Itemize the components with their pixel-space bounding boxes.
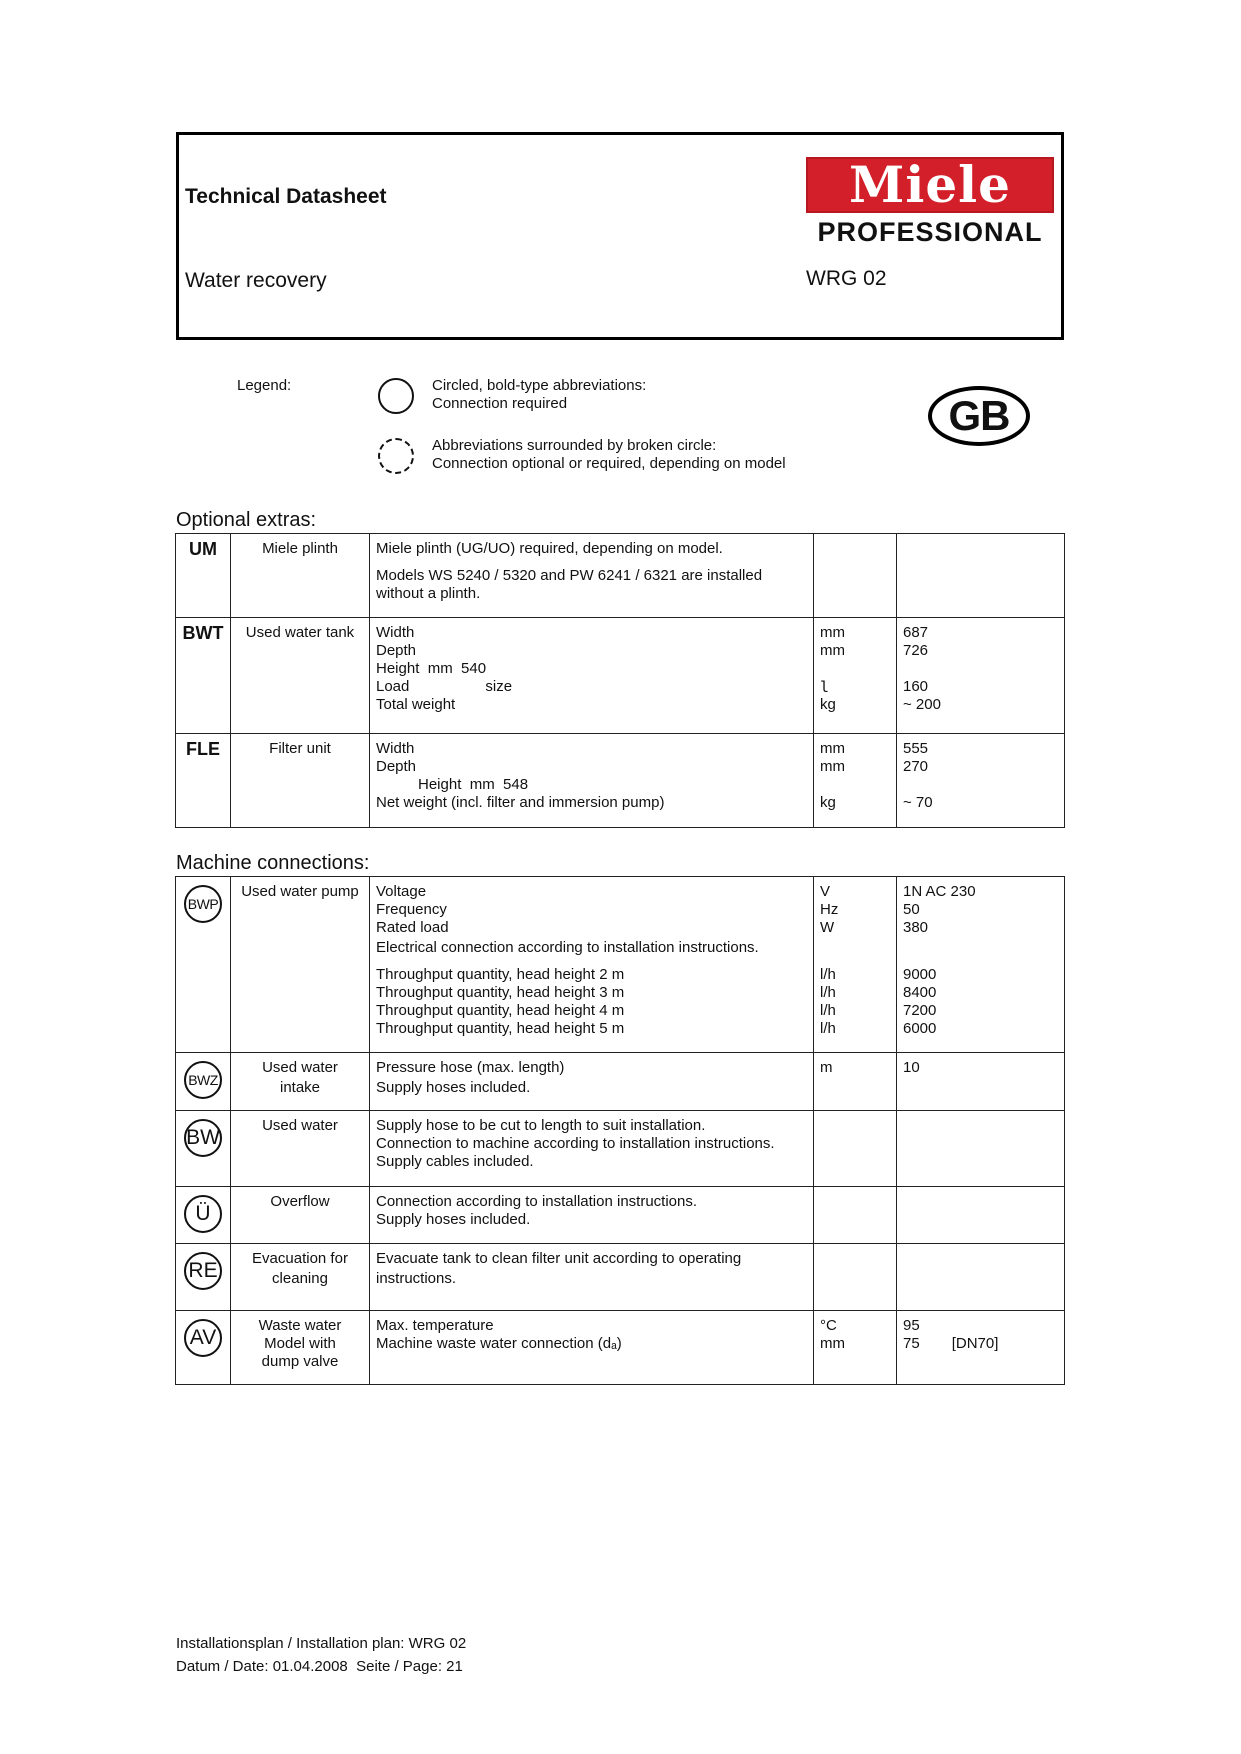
desc-line: Miele plinth (UG/UO) required, depending on model. <box>376 540 723 557</box>
legend-solid-text <box>432 377 646 413</box>
desc-fragment: Load <box>376 678 410 695</box>
desc-line: instructions. <box>376 1270 457 1287</box>
table-row <box>176 1053 1065 1111</box>
name-line: Used water <box>262 1059 338 1076</box>
value-line: 555 <box>903 740 929 757</box>
unit-line: °C <box>820 1317 837 1334</box>
desc-line: Electrical connection according to installation instructions. <box>376 939 759 956</box>
item-units <box>814 877 897 1053</box>
desc-line: Supply hoses included. <box>376 1079 531 1096</box>
machine-connections-title: Machine connections: <box>176 852 370 874</box>
desc-line: Models WS 5240 / 5320 and PW 6241 / 6321 are installed <box>376 567 763 584</box>
value-line: 160 <box>903 678 929 695</box>
value-line: 6000 <box>903 1020 937 1037</box>
abbr-bw <box>176 1111 231 1187</box>
unit-line: V <box>820 883 831 900</box>
value-line: 8400 <box>903 984 937 1001</box>
unit-line: W <box>820 919 835 936</box>
document-title: Technical Datasheet <box>185 185 387 208</box>
unit-line: mm <box>820 642 845 659</box>
country-badge: GB <box>928 386 1030 446</box>
table-row <box>176 734 1065 828</box>
item-description <box>370 534 814 618</box>
value-line: 7200 <box>903 1002 937 1019</box>
unit-line: l <box>820 678 830 696</box>
value-line: 687 <box>903 624 929 641</box>
unit-line: Hz <box>820 901 839 918</box>
desc-line: Height mm 548 <box>418 776 529 793</box>
desc-line: Width <box>376 740 415 757</box>
bwp-circle-icon: BWP <box>184 885 222 923</box>
abbr-re <box>176 1244 231 1311</box>
unit-line: m <box>820 1059 833 1076</box>
value-line: ~ 200 <box>903 696 941 713</box>
item-name <box>231 1244 370 1311</box>
unit-line: mm <box>820 624 845 641</box>
desc-line <box>376 678 807 696</box>
value-line: 270 <box>903 758 929 775</box>
value-line: 726 <box>903 642 929 659</box>
item-description <box>370 1111 814 1187</box>
unit-line: l/h <box>820 1002 836 1019</box>
name-line: Waste water <box>258 1317 342 1334</box>
item-name: Used water pump <box>231 877 370 1053</box>
desc-line: Depth <box>376 642 417 659</box>
unit-line: l/h <box>820 1020 836 1037</box>
table-row <box>176 1311 1065 1385</box>
desc-line: Connection according to installation instructions. <box>376 1193 698 1210</box>
value-line: 10 <box>903 1059 920 1076</box>
abbr-um: UM <box>176 534 231 618</box>
value-line: 9000 <box>903 966 937 983</box>
desc-line: Supply hoses included. <box>376 1211 531 1228</box>
legend-solid-line2: Connection required <box>432 395 568 412</box>
legend-label: Legend: <box>237 377 292 394</box>
item-name: Used water <box>231 1111 370 1187</box>
value-line: 1N AC 230 <box>903 883 976 900</box>
unit-line: mm <box>820 758 845 775</box>
abbr-av <box>176 1311 231 1385</box>
value-line: ~ 70 <box>903 794 933 811</box>
item-description <box>370 1187 814 1244</box>
item-values <box>897 1053 1065 1111</box>
document-subtitle: Water recovery <box>185 269 327 292</box>
item-values <box>897 1111 1065 1187</box>
desc-line: Throughput quantity, head height 3 m <box>376 984 625 1001</box>
desc-line: Rated load <box>376 919 449 936</box>
abbr-fle: FLE <box>176 734 231 828</box>
model-code: WRG 02 <box>806 267 887 290</box>
item-description <box>370 1244 814 1311</box>
name-line: dump valve <box>261 1353 339 1370</box>
item-name <box>231 1311 370 1385</box>
name-line: intake <box>279 1079 321 1096</box>
table-row <box>176 877 1065 1053</box>
desc-line: Throughput quantity, head height 4 m <box>376 1002 625 1019</box>
desc-line: Throughput quantity, head height 2 m <box>376 966 625 983</box>
item-units <box>814 1244 897 1311</box>
table-row <box>176 1111 1065 1187</box>
unit-line: mm <box>820 740 845 757</box>
value-line: 50 <box>903 901 920 918</box>
dashed-circle-icon <box>378 438 414 474</box>
header-box <box>176 132 1064 340</box>
value-fragment: 75 <box>903 1335 920 1352</box>
desc-line: Voltage <box>376 883 427 900</box>
item-units <box>814 1053 897 1111</box>
desc-line: Pressure hose (max. length) <box>376 1059 565 1076</box>
desc-line: Depth <box>376 758 417 775</box>
item-name <box>231 1053 370 1111</box>
legend-dashed-line1: Abbreviations surrounded by broken circle: <box>432 437 717 454</box>
av-circle-icon: AV <box>184 1319 222 1357</box>
item-description <box>370 734 814 828</box>
abbr-bwz <box>176 1053 231 1111</box>
item-values <box>897 877 1065 1053</box>
legend-dashed-line2: Connection optional or required, depending on model <box>432 455 786 472</box>
item-units <box>814 534 897 618</box>
desc-line: without a plinth. <box>376 585 481 602</box>
value-line: 95 <box>903 1317 920 1334</box>
miele-logo <box>806 157 1054 248</box>
logo-red-panel <box>806 157 1054 213</box>
item-units <box>814 1311 897 1385</box>
abbr-ue <box>176 1187 231 1244</box>
desc-line: Throughput quantity, head height 5 m <box>376 1020 625 1037</box>
bwz-circle-icon: BWZ <box>184 1061 222 1099</box>
legend-dashed-text <box>432 437 786 473</box>
item-values <box>897 1311 1065 1385</box>
desc-line: Net weight (incl. filter and immersion pump) <box>376 794 665 811</box>
desc-line: Max. temperature <box>376 1317 494 1334</box>
desc-line: Supply cables included. <box>376 1153 534 1170</box>
optional-extras-table <box>175 533 1065 828</box>
name-line: cleaning <box>272 1270 328 1287</box>
optional-extras-title: Optional extras: <box>176 509 317 531</box>
value-line <box>903 1335 1058 1353</box>
item-name: Miele plinth <box>231 534 370 618</box>
logo-wordmark: Miele <box>849 155 1011 214</box>
desc-line: Total weight <box>376 696 456 713</box>
item-description <box>370 618 814 734</box>
unit-line: l/h <box>820 984 836 1001</box>
item-values <box>897 1187 1065 1244</box>
table-row <box>176 1244 1065 1311</box>
item-name: Used water tank <box>231 618 370 734</box>
item-values <box>897 534 1065 618</box>
item-units <box>814 1111 897 1187</box>
unit-line: kg <box>820 696 836 713</box>
item-units <box>814 618 897 734</box>
logo-professional: PROFESSIONAL <box>817 217 1043 247</box>
overflow-circle-icon: Ü <box>184 1195 222 1233</box>
value-fragment: [DN70] <box>951 1335 999 1352</box>
desc-line: Supply hose to be cut to length to suit installation. <box>376 1117 706 1134</box>
unit-line: kg <box>820 794 836 811</box>
item-description <box>370 1311 814 1385</box>
re-circle-icon: RE <box>184 1252 222 1290</box>
desc-line: Frequency <box>376 901 447 918</box>
item-name: Overflow <box>231 1187 370 1244</box>
value-line: 380 <box>903 919 929 936</box>
table-row <box>176 534 1065 618</box>
desc-line: Height mm 540 <box>376 660 487 677</box>
table-row <box>176 1187 1065 1244</box>
item-description <box>370 1053 814 1111</box>
desc-line: Width <box>376 624 415 641</box>
table-row <box>176 618 1065 734</box>
desc-line: Machine waste water connection (dₐ) <box>376 1335 622 1352</box>
item-units <box>814 734 897 828</box>
item-description <box>370 877 814 1053</box>
footer-line1: Installationsplan / Installation plan: WRG 02 <box>176 1635 467 1652</box>
machine-connections-table <box>175 876 1065 1385</box>
footer <box>176 1632 466 1678</box>
footer-line2: Datum / Date: 01.04.2008 Seite / Page: 21 <box>176 1658 463 1675</box>
name-line: Evacuation for <box>252 1250 348 1267</box>
unit-line: l/h <box>820 966 836 983</box>
item-values <box>897 734 1065 828</box>
abbr-bwt: BWT <box>176 618 231 734</box>
unit-line: mm <box>820 1335 845 1352</box>
item-values <box>897 1244 1065 1311</box>
desc-line: Evacuate tank to clean filter unit according to operating <box>376 1250 742 1267</box>
bw-circle-icon: BW <box>184 1119 222 1157</box>
desc-line: Connection to machine according to installation instructions. <box>376 1135 775 1152</box>
desc-fragment: size <box>485 678 513 695</box>
item-values <box>897 618 1065 734</box>
name-line: Model with <box>264 1335 336 1352</box>
solid-circle-icon <box>378 378 414 414</box>
item-units <box>814 1187 897 1244</box>
abbr-bwp <box>176 877 231 1053</box>
legend-solid-line1: Circled, bold-type abbreviations: <box>432 377 647 394</box>
item-name: Filter unit <box>231 734 370 828</box>
